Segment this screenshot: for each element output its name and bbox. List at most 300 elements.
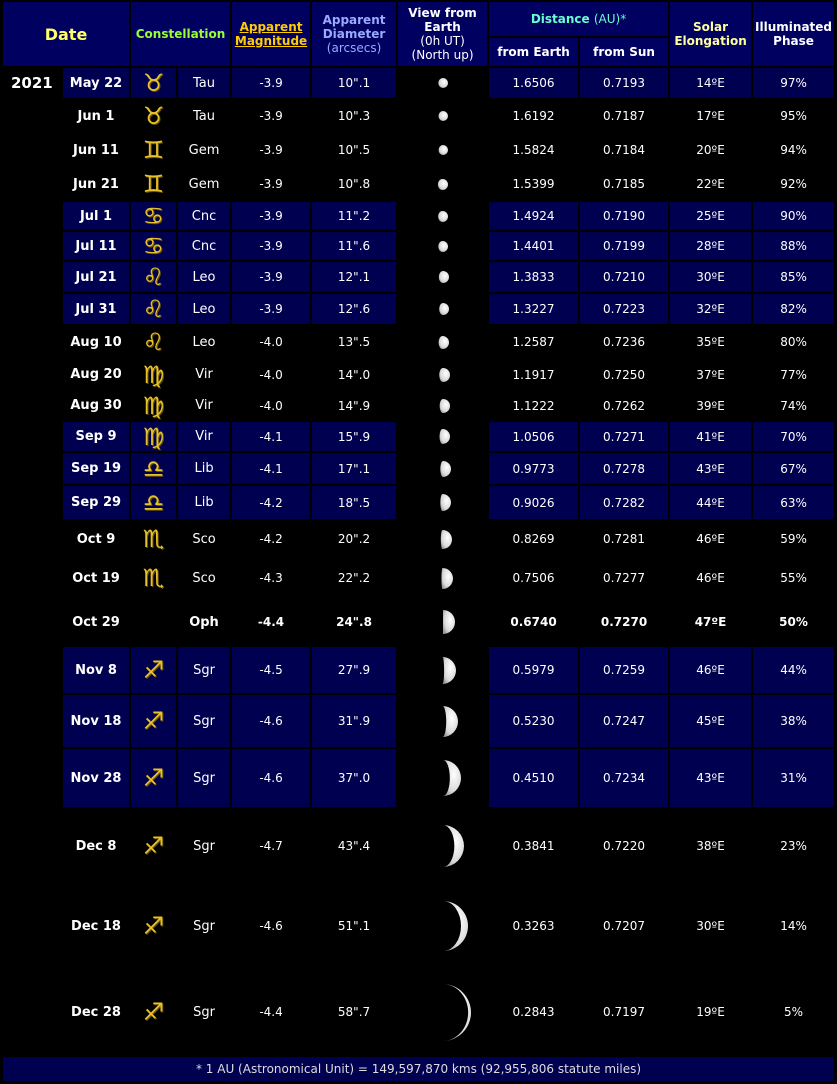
venus-phase-icon [398, 885, 487, 967]
table-row [3, 68, 834, 98]
constellation-icon-cell [131, 486, 176, 519]
table-row [3, 422, 834, 451]
venus-phase-icon [398, 969, 487, 1055]
magnitude-cell: -3.9 [232, 262, 310, 292]
table-row [3, 486, 834, 519]
venus-phase-icon [398, 749, 487, 807]
year-label [3, 486, 61, 519]
year-label [3, 453, 61, 484]
diameter-cell: 24".8 [336, 615, 372, 629]
header-diameter [312, 2, 396, 66]
venus-phase-icon [398, 168, 487, 200]
year-label [3, 969, 61, 1055]
table-row [3, 168, 834, 200]
magnitude-cell: -4.6 [259, 919, 283, 933]
elongation-cell: 41ºE [670, 422, 751, 451]
distance-sun-cell: 0.7199 [580, 232, 668, 260]
phase-cell: 67% [753, 453, 834, 484]
sagittarius-icon: ♐ [142, 832, 165, 860]
distance-earth-cell: 0.3841 [512, 839, 555, 853]
diameter-cell: 10".1 [312, 68, 396, 98]
scorpius-icon: ♏ [142, 564, 165, 592]
constellation-icon-cell [131, 360, 176, 389]
header-distance-title: Distance [530, 12, 590, 26]
distance-sun-cell: 0.7247 [580, 695, 668, 747]
year-label [3, 599, 61, 645]
header-view [398, 2, 487, 66]
elongation-cell: 35ºE [696, 335, 725, 349]
magnitude-cell: -4.3 [259, 571, 283, 585]
venus-phase-icon [398, 809, 487, 883]
magnitude-cell: -3.9 [232, 232, 310, 260]
constellation-name: Sgr [193, 1004, 215, 1020]
distance-earth-cell: 1.3227 [489, 294, 578, 324]
venus-phase-icon [398, 134, 487, 166]
constellation-name: Sgr [178, 695, 230, 747]
venus-phase-icon [398, 486, 487, 519]
elongation-cell: 32ºE [670, 294, 751, 324]
cancer-icon: ♋ [142, 202, 165, 230]
diameter-cell: 58".7 [337, 1005, 371, 1019]
diameter-cell: 27".9 [312, 647, 396, 693]
distance-sun-cell: 0.7184 [603, 143, 646, 157]
elongation-cell: 38ºE [696, 839, 725, 853]
distance-earth-cell: 0.2843 [512, 1005, 555, 1019]
diameter-cell: 12".1 [312, 262, 396, 292]
header-date: Date [3, 2, 129, 66]
distance-earth-cell: 0.6740 [510, 615, 557, 629]
distance-sun-cell: 0.7223 [580, 294, 668, 324]
magnitude-cell: -3.9 [232, 202, 310, 230]
phase-cell: 55% [780, 571, 807, 585]
elongation-cell: 17ºE [696, 109, 725, 123]
constellation-name: Sgr [193, 918, 215, 934]
constellation-icon-cell [131, 294, 176, 324]
diameter-cell: 11".6 [312, 232, 396, 260]
sagittarius-icon: ♐ [142, 912, 165, 940]
year-label [3, 168, 61, 200]
diameter-cell: 31".9 [312, 695, 396, 747]
elongation-cell: 25ºE [670, 202, 751, 230]
virgo-icon: ♍ [142, 391, 165, 420]
venus-phase-icon [398, 232, 487, 260]
magnitude-cell: -3.9 [232, 68, 310, 98]
table-row [3, 453, 834, 484]
distance-earth-cell: 1.6192 [512, 109, 555, 123]
distance-sun-cell: 0.7270 [600, 615, 648, 629]
sagittarius-icon: ♐ [142, 656, 165, 684]
date-cell: Jun 1 [77, 108, 115, 124]
table-row [3, 262, 834, 292]
constellation-icon-cell [131, 422, 176, 451]
sagittarius-icon: ♐ [142, 764, 165, 792]
venus-phase-icon [398, 599, 487, 645]
header-constellation: Constellation [131, 2, 230, 66]
diameter-cell: 12".6 [312, 294, 396, 324]
phase-cell: 95% [780, 109, 807, 123]
year-label [3, 809, 61, 883]
distance-earth-cell: 1.1222 [512, 398, 555, 413]
phase-cell: 80% [780, 335, 807, 349]
distance-sun-cell: 0.7185 [603, 177, 646, 191]
venus-ephemeris-table [1, 0, 836, 1083]
date-cell: Jul 11 [63, 232, 129, 260]
constellation-icon-cell [131, 599, 176, 645]
constellation-icon-cell [131, 695, 176, 747]
table-row [3, 134, 834, 166]
distance-sun-cell: 0.7278 [580, 453, 668, 484]
year-label [3, 422, 61, 451]
table-row [3, 360, 834, 389]
phase-cell: 38% [753, 695, 834, 747]
constellation-icon-cell [131, 559, 176, 597]
elongation-cell: 37ºE [696, 367, 725, 382]
magnitude-cell: -4.7 [259, 839, 283, 853]
elongation-cell: 28ºE [670, 232, 751, 260]
magnitude-cell: -3.9 [259, 109, 283, 123]
constellation-name: Sgr [178, 749, 230, 807]
magnitude-cell: -4.1 [232, 422, 310, 451]
magnitude-cell: -4.0 [259, 335, 283, 349]
venus-phase-icon [398, 453, 487, 484]
phase-cell: 74% [780, 398, 807, 413]
phase-cell: 5% [784, 1005, 804, 1019]
distance-earth-cell: 1.1917 [512, 367, 555, 382]
constellation-name: Oph [189, 614, 219, 630]
taurus-icon: ♉ [142, 102, 165, 130]
distance-sun-cell: 0.7220 [603, 839, 646, 853]
constellation-icon-cell [131, 885, 176, 967]
diameter-cell: 37".0 [312, 749, 396, 807]
constellation-icon-cell [131, 969, 176, 1055]
distance-earth-cell: 1.4924 [489, 202, 578, 230]
table-row [3, 969, 834, 1055]
magnitude-cell: -4.6 [232, 695, 310, 747]
venus-phase-icon [398, 647, 487, 693]
year-label [3, 262, 61, 292]
phase-cell: 50% [779, 615, 808, 629]
venus-phase-icon [398, 68, 487, 98]
venus-phase-icon [398, 326, 487, 358]
constellation-icon-cell [131, 326, 176, 358]
distance-sun-cell: 0.7234 [580, 749, 668, 807]
phase-cell: 92% [780, 177, 807, 191]
date-cell: Jun 21 [73, 176, 119, 192]
sagittarius-icon: ♐ [142, 707, 165, 735]
diameter-cell: 20".2 [337, 532, 371, 546]
phase-cell: 44% [753, 647, 834, 693]
footnote: * 1 AU (Astronomical Unit) = 149,597,870 kms (92,955,806 statute miles) [3, 1057, 834, 1081]
year-label [3, 134, 61, 166]
constellation-name: Vir [195, 398, 213, 413]
diameter-cell: 18".5 [312, 486, 396, 519]
date-cell: Jul 31 [63, 294, 129, 324]
diameter-cell: 11".2 [312, 202, 396, 230]
constellation-name: Leo [178, 262, 230, 292]
table-row [3, 391, 834, 420]
header-magnitude [232, 2, 310, 66]
constellation-name: Vir [195, 367, 213, 382]
venus-phase-icon [398, 559, 487, 597]
phase-cell: 97% [753, 68, 834, 98]
diameter-cell: 43".4 [337, 839, 371, 853]
diameter-cell: 10".8 [337, 177, 371, 191]
distance-sun-cell: 0.7282 [580, 486, 668, 519]
distance-earth-cell: 1.5824 [512, 143, 555, 157]
distance-earth-cell: 1.0506 [489, 422, 578, 451]
constellation-name: Cnc [178, 202, 230, 230]
magnitude-cell: -4.2 [259, 532, 283, 546]
venus-phase-icon [398, 360, 487, 389]
date-cell: Jun 11 [73, 142, 119, 158]
diameter-cell: 14".0 [337, 367, 371, 382]
libra-icon: ♎ [142, 488, 165, 517]
gemini-icon: ♊ [142, 170, 165, 198]
constellation-name: Vir [178, 422, 230, 451]
header-view-title: View from Earth [408, 6, 477, 34]
table-row [3, 326, 834, 358]
year-label: 2021 [11, 74, 53, 92]
header-distance-unit: (AU)* [593, 12, 627, 26]
distance-earth-cell: 0.5979 [489, 647, 578, 693]
diameter-cell: 15".9 [312, 422, 396, 451]
header-diameter-unit: (arcsecs) [326, 41, 382, 55]
phase-cell: 14% [780, 919, 807, 933]
date-cell: Nov 28 [63, 749, 129, 807]
leo-icon: ♌ [142, 263, 165, 291]
distance-sun-cell: 0.7193 [580, 68, 668, 98]
distance-earth-cell: 0.9773 [489, 453, 578, 484]
date-cell: Oct 19 [72, 570, 120, 586]
date-cell: Jul 1 [63, 202, 129, 230]
year-label [3, 100, 61, 132]
venus-phase-icon [398, 202, 487, 230]
phase-cell: 63% [753, 486, 834, 519]
magnitude-cell: -4.6 [232, 749, 310, 807]
year-label [3, 647, 61, 693]
elongation-cell: 43ºE [670, 453, 751, 484]
elongation-cell: 46ºE [696, 532, 725, 546]
constellation-icon-cell [131, 749, 176, 807]
table-row [3, 749, 834, 807]
constellation-icon-cell [131, 68, 176, 98]
year-label [3, 232, 61, 260]
date-cell: Nov 18 [63, 695, 129, 747]
distance-earth-cell: 0.5230 [489, 695, 578, 747]
venus-phase-icon [398, 521, 487, 557]
constellation-name: Gem [188, 176, 220, 192]
constellation-icon-cell [131, 647, 176, 693]
distance-earth-cell: 0.9026 [489, 486, 578, 519]
constellation-name: Tau [193, 108, 216, 124]
table-row [3, 885, 834, 967]
phase-cell: 85% [753, 262, 834, 292]
scorpius-icon: ♏ [142, 525, 165, 553]
virgo-icon: ♍ [142, 422, 165, 451]
elongation-cell: 14ºE [670, 68, 751, 98]
phase-cell: 90% [753, 202, 834, 230]
year-label [3, 559, 61, 597]
table-row [3, 100, 834, 132]
date-cell: Aug 10 [70, 334, 122, 350]
year-label [3, 294, 61, 324]
phase-cell: 82% [753, 294, 834, 324]
date-cell: Sep 19 [63, 453, 129, 484]
table-row [3, 559, 834, 597]
date-cell: Dec 8 [75, 838, 117, 854]
date-cell: Oct 29 [72, 614, 120, 630]
venus-phase-icon [398, 695, 487, 747]
phase-cell: 88% [753, 232, 834, 260]
magnitude-cell: -3.9 [259, 177, 283, 191]
year-label [3, 885, 61, 967]
leo-icon: ♌ [142, 328, 165, 356]
date-cell: Oct 9 [76, 531, 116, 547]
magnitude-cell: -4.5 [232, 647, 310, 693]
elongation-cell: 20ºE [696, 143, 725, 157]
elongation-cell: 43ºE [670, 749, 751, 807]
distance-sun-cell: 0.7277 [603, 571, 646, 585]
distance-earth-cell: 0.8269 [512, 532, 555, 546]
venus-phase-icon [398, 422, 487, 451]
elongation-cell: 44ºE [670, 486, 751, 519]
distance-earth-cell: 0.3263 [512, 919, 555, 933]
magnitude-link[interactable]: Apparent Magnitude [234, 20, 308, 48]
diameter-cell: 10".5 [337, 143, 371, 157]
virgo-icon: ♍ [142, 360, 165, 389]
table-row [3, 521, 834, 557]
distance-earth-cell: 1.3833 [489, 262, 578, 292]
year-label [3, 521, 61, 557]
constellation-name: Sco [192, 570, 216, 586]
magnitude-cell: -4.4 [259, 1005, 283, 1019]
table-row [3, 647, 834, 693]
constellation-icon-cell [131, 100, 176, 132]
elongation-cell: 45ºE [670, 695, 751, 747]
diameter-cell: 22".2 [337, 571, 371, 585]
distance-earth-cell: 1.5399 [512, 177, 555, 191]
constellation-name: Gem [188, 142, 220, 158]
distance-earth-cell: 1.4401 [489, 232, 578, 260]
venus-phase-icon [398, 294, 487, 324]
distance-earth-cell: 0.4510 [489, 749, 578, 807]
distance-sun-cell: 0.7236 [603, 335, 646, 349]
distance-sun-cell: 0.7259 [580, 647, 668, 693]
elongation-cell: 30ºE [696, 919, 725, 933]
phase-cell: 77% [780, 367, 807, 382]
magnitude-cell: -3.9 [259, 143, 283, 157]
table-row [3, 202, 834, 230]
magnitude-cell: -4.0 [259, 367, 283, 382]
phase-cell: 94% [780, 143, 807, 157]
header-from-sun: from Sun [580, 38, 668, 66]
phase-cell: 70% [753, 422, 834, 451]
constellation-name: Sgr [178, 647, 230, 693]
constellation-name: Cnc [178, 232, 230, 260]
distance-sun-cell: 0.7281 [603, 532, 646, 546]
constellation-icon-cell [131, 521, 176, 557]
year-label [3, 326, 61, 358]
header-elongation: Solar Elongation [670, 2, 751, 66]
constellation-icon-cell [131, 262, 176, 292]
distance-sun-cell: 0.7187 [603, 109, 646, 123]
distance-sun-cell: 0.7271 [580, 422, 668, 451]
table-row [3, 294, 834, 324]
magnitude-cell: -4.4 [257, 615, 285, 629]
table-row [3, 232, 834, 260]
elongation-cell: 30ºE [670, 262, 751, 292]
elongation-cell: 39ºE [696, 398, 725, 413]
diameter-cell: 10".3 [337, 109, 371, 123]
year-label [3, 695, 61, 747]
table-row [3, 599, 834, 645]
date-cell: May 22 [63, 68, 129, 98]
magnitude-cell: -3.9 [232, 294, 310, 324]
date-cell: Sep 29 [63, 486, 129, 519]
header-distance [489, 2, 668, 36]
constellation-icon-cell [131, 453, 176, 484]
header-diameter-title: Apparent Diameter [322, 13, 386, 41]
cancer-icon: ♋ [142, 232, 165, 260]
date-cell: Aug 30 [70, 398, 122, 413]
diameter-cell: 13".5 [337, 335, 371, 349]
venus-phase-icon [398, 262, 487, 292]
year-label [3, 360, 61, 389]
constellation-icon-cell [131, 202, 176, 230]
date-cell: Dec 28 [71, 1004, 121, 1020]
distance-sun-cell: 0.7207 [603, 919, 646, 933]
date-cell: Sep 9 [63, 422, 129, 451]
header-view-orientation: (North up) [411, 48, 474, 62]
constellation-icon-cell [131, 391, 176, 420]
taurus-icon: ♉ [142, 69, 165, 97]
distance-sun-cell: 0.7250 [603, 367, 646, 382]
elongation-cell: 19ºE [696, 1005, 725, 1019]
constellation-name: Leo [192, 334, 216, 350]
year-label [3, 391, 61, 420]
phase-cell: 59% [780, 532, 807, 546]
year-label [3, 202, 61, 230]
constellation-name: Lib [178, 453, 230, 484]
constellation-name: Sgr [193, 838, 215, 854]
distance-sun-cell: 0.7262 [603, 398, 646, 413]
header-view-time: (0h UT) [420, 34, 465, 48]
date-cell: Nov 8 [63, 647, 129, 693]
elongation-cell: 22ºE [696, 177, 725, 191]
constellation-name: Leo [178, 294, 230, 324]
header-from-earth: from Earth [489, 38, 578, 66]
constellation-icon-cell [131, 809, 176, 883]
table-row [3, 695, 834, 747]
phase-cell: 23% [780, 839, 807, 853]
year-label [3, 749, 61, 807]
venus-phase-icon [398, 391, 487, 420]
distance-sun-cell: 0.7190 [580, 202, 668, 230]
date-cell: Aug 20 [70, 367, 122, 382]
elongation-cell: 46ºE [696, 571, 725, 585]
constellation-name: Sco [192, 531, 216, 547]
distance-earth-cell: 1.2587 [512, 335, 555, 349]
date-cell: Jul 21 [63, 262, 129, 292]
constellation-icon-cell [131, 134, 176, 166]
sagittarius-icon: ♐ [142, 998, 165, 1026]
distance-sun-cell: 0.7197 [603, 1005, 646, 1019]
diameter-cell: 14".9 [337, 398, 371, 413]
constellation-name: Lib [178, 486, 230, 519]
libra-icon: ♎ [142, 454, 165, 483]
distance-earth-cell: 0.7506 [512, 571, 555, 585]
magnitude-cell: -4.0 [259, 398, 283, 413]
